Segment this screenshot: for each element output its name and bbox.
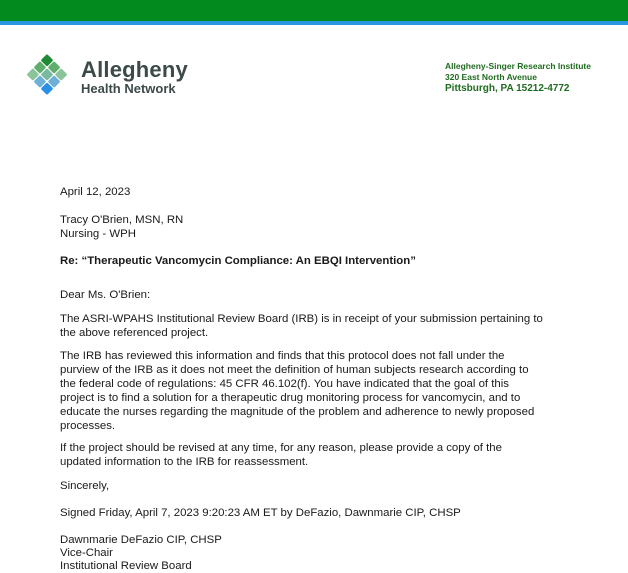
paragraph-1: The ASRI-WPAHS Institutional Review Board (IRB) is in receipt of your submission pertaining to the above referenced project.	[60, 313, 543, 339]
electronic-signature-line: Signed Friday, April 7, 2023 9:20:23 AM ET by DeFazio, Dawnmarie CIP, CHSP	[60, 507, 461, 519]
letter-closing: Sincerely,	[60, 480, 110, 492]
signer-organization: Institutional Review Board	[60, 560, 192, 572]
recipient-department: Nursing - WPH	[60, 228, 136, 240]
letter-date: April 12, 2023	[60, 186, 131, 198]
paragraph-3: If the project should be revised at any time, for any reason, please provide a copy of the updated information to the IRB for reassessment.	[60, 442, 502, 468]
logo-subtitle: Health Network	[81, 81, 176, 96]
header-green-band	[0, 0, 628, 21]
paragraph-2: The IRB has reviewed this information and finds that this protocol does not fall under the purview of the IRB as it does not meet the definition of human subjects research according to the federal code of regulations: 45 CFR 46.102(f). You have indicated that the goal of this project is to find a solution for a therapeutic drug monitoring process for vancomycin, and to educate the nurses regarding the magnitude of the problem and adherence to newly proposed processes.	[60, 350, 535, 432]
signer-name: Dawnmarie DeFazio CIP, CHSP	[60, 534, 222, 546]
letter-salutation: Dear Ms. O'Brien:	[60, 289, 151, 301]
logo-name: Allegheny	[81, 57, 188, 82]
letter-subject: Re: “Therapeutic Vancomycin Compliance: An EBQI Intervention”	[60, 255, 416, 267]
signer-title: Vice-Chair	[60, 547, 113, 559]
header-blue-stripe	[0, 21, 628, 25]
recipient-name: Tracy O'Brien, MSN, RN	[60, 214, 184, 226]
address-line-1: Allegheny-Singer Research Institute	[445, 61, 591, 71]
allegheny-diamond-logo-icon	[22, 50, 72, 100]
address-line-3: Pittsburgh, PA 15212-4772	[445, 83, 570, 94]
institute-address	[445, 61, 591, 94]
address-line-2: 320 East North Avenue	[445, 72, 537, 82]
